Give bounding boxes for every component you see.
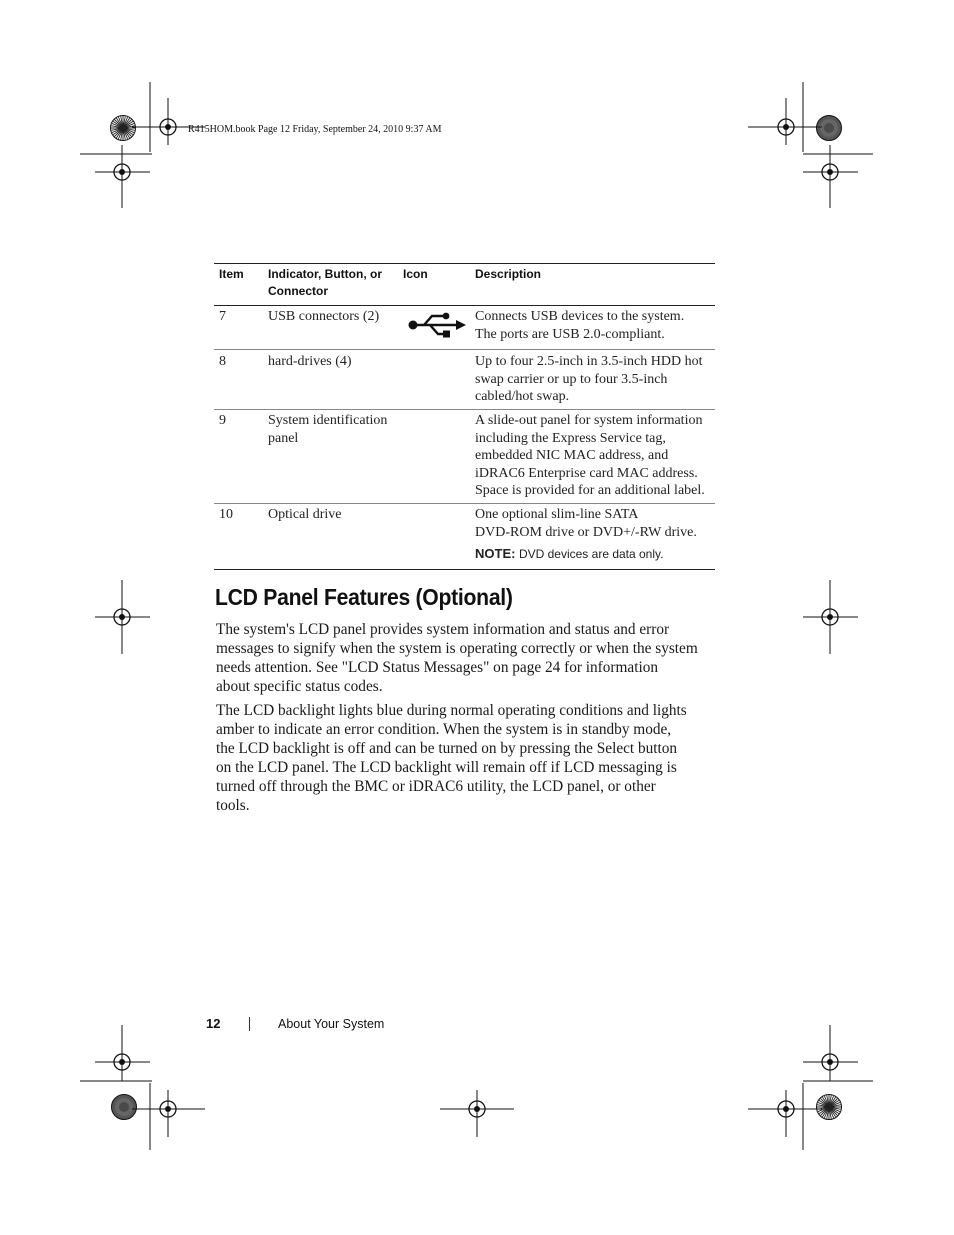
paragraph-line: The system's LCD panel provides system information and status and error bbox=[216, 621, 670, 638]
row-9-desc-line: iDRAC6 Enterprise card MAC address. bbox=[475, 465, 698, 481]
row-rule bbox=[214, 409, 715, 410]
row-8-description bbox=[475, 353, 702, 406]
page-number: 12 bbox=[206, 1016, 221, 1031]
paragraph-line: the LCD backlight is off and can be turned on by pressing the Select button bbox=[216, 739, 678, 757]
row-8-name bbox=[268, 353, 352, 371]
row-9-desc-line: Space is provided for an additional label. bbox=[475, 483, 705, 498]
paragraph-2 bbox=[216, 702, 716, 815]
row-10-item: 10 bbox=[219, 507, 233, 522]
row-7-description bbox=[475, 308, 684, 343]
row-10-name-line: Optical drive bbox=[268, 507, 342, 522]
row-7-item: 7 bbox=[219, 309, 226, 324]
paragraph-line: amber to indicate an error condition. When the system is in standby mode, bbox=[216, 720, 672, 738]
row-rule bbox=[214, 503, 715, 504]
paragraph-line: needs attention. See "LCD Status Messages" on page 24 for information bbox=[216, 658, 658, 676]
row-8-desc-line: cabled/hot swap. bbox=[475, 389, 570, 404]
row-8-item: 8 bbox=[219, 354, 226, 369]
row-9-name-line: System identification bbox=[268, 413, 388, 428]
row-8-name-line: hard-drives (4) bbox=[268, 354, 352, 369]
usb-icon bbox=[408, 312, 468, 343]
table-top-rule bbox=[214, 263, 715, 264]
header-item: Item bbox=[219, 267, 244, 281]
paragraph-line: about specific status codes. bbox=[216, 677, 383, 695]
row-9-desc-line: embedded NIC MAC address, and bbox=[475, 448, 669, 463]
row-10-description bbox=[475, 506, 697, 564]
header-indicator-line2: Connector bbox=[268, 284, 328, 298]
row-9-description bbox=[475, 412, 705, 500]
header-icon: Icon bbox=[403, 267, 428, 281]
header-rule bbox=[214, 305, 715, 306]
row-rule bbox=[214, 349, 715, 350]
row-9-item: 9 bbox=[219, 413, 226, 428]
row-7-desc-line: The ports are USB 2.0-compliant. bbox=[475, 326, 665, 342]
row-9-name-line: panel bbox=[268, 430, 299, 446]
row-8-desc-line: Up to four 2.5-inch in 3.5-inch HDD hot bbox=[475, 354, 703, 369]
row-7-name-line: USB connectors (2) bbox=[268, 309, 380, 324]
paragraph-1 bbox=[216, 621, 716, 697]
table-bottom-rule bbox=[214, 569, 715, 570]
row-10-desc-line: DVD-ROM drive or DVD+/-RW drive. bbox=[475, 524, 697, 540]
print-slug: R415HOM.book Page 12 Friday, September 24, 2010 9:37 AM bbox=[188, 124, 442, 135]
row-9-name bbox=[268, 412, 387, 447]
section-heading: LCD Panel Features (Optional) bbox=[215, 584, 513, 610]
row-10-name bbox=[268, 506, 341, 524]
header-indicator-line1: Indicator, Button, or bbox=[268, 267, 382, 281]
header-description: Description bbox=[475, 267, 542, 281]
row-8-desc-line: swap carrier or up to four 3.5-inch bbox=[475, 371, 668, 387]
paragraph-line: messages to signify when the system is operating correctly or when the system bbox=[216, 639, 698, 657]
row-9-desc-line: including the Express Service tag, bbox=[475, 430, 666, 446]
header-indicator bbox=[268, 266, 382, 300]
paragraph-line: on the LCD panel. The LCD backlight will remain off if LCD messaging is bbox=[216, 758, 677, 776]
row-10-note bbox=[475, 545, 697, 564]
paragraph-line: The LCD backlight lights blue during normal operating conditions and lights bbox=[216, 702, 687, 719]
paragraph-line: tools. bbox=[216, 796, 250, 814]
note-text: DVD devices are data only. bbox=[518, 547, 664, 561]
row-7-name bbox=[268, 308, 379, 326]
row-9-desc-line: A slide-out panel for system information bbox=[475, 413, 703, 428]
row-10-desc-line: One optional slim-line SATA bbox=[475, 507, 639, 522]
paragraph-line: turned off through the BMC or iDRAC6 utility, the LCD panel, or other bbox=[216, 777, 656, 795]
note-label: NOTE: bbox=[475, 546, 516, 561]
footer-title: About Your System bbox=[278, 1017, 385, 1031]
footer-separator bbox=[249, 1017, 250, 1031]
row-7-desc-line: Connects USB devices to the system. bbox=[475, 309, 685, 324]
